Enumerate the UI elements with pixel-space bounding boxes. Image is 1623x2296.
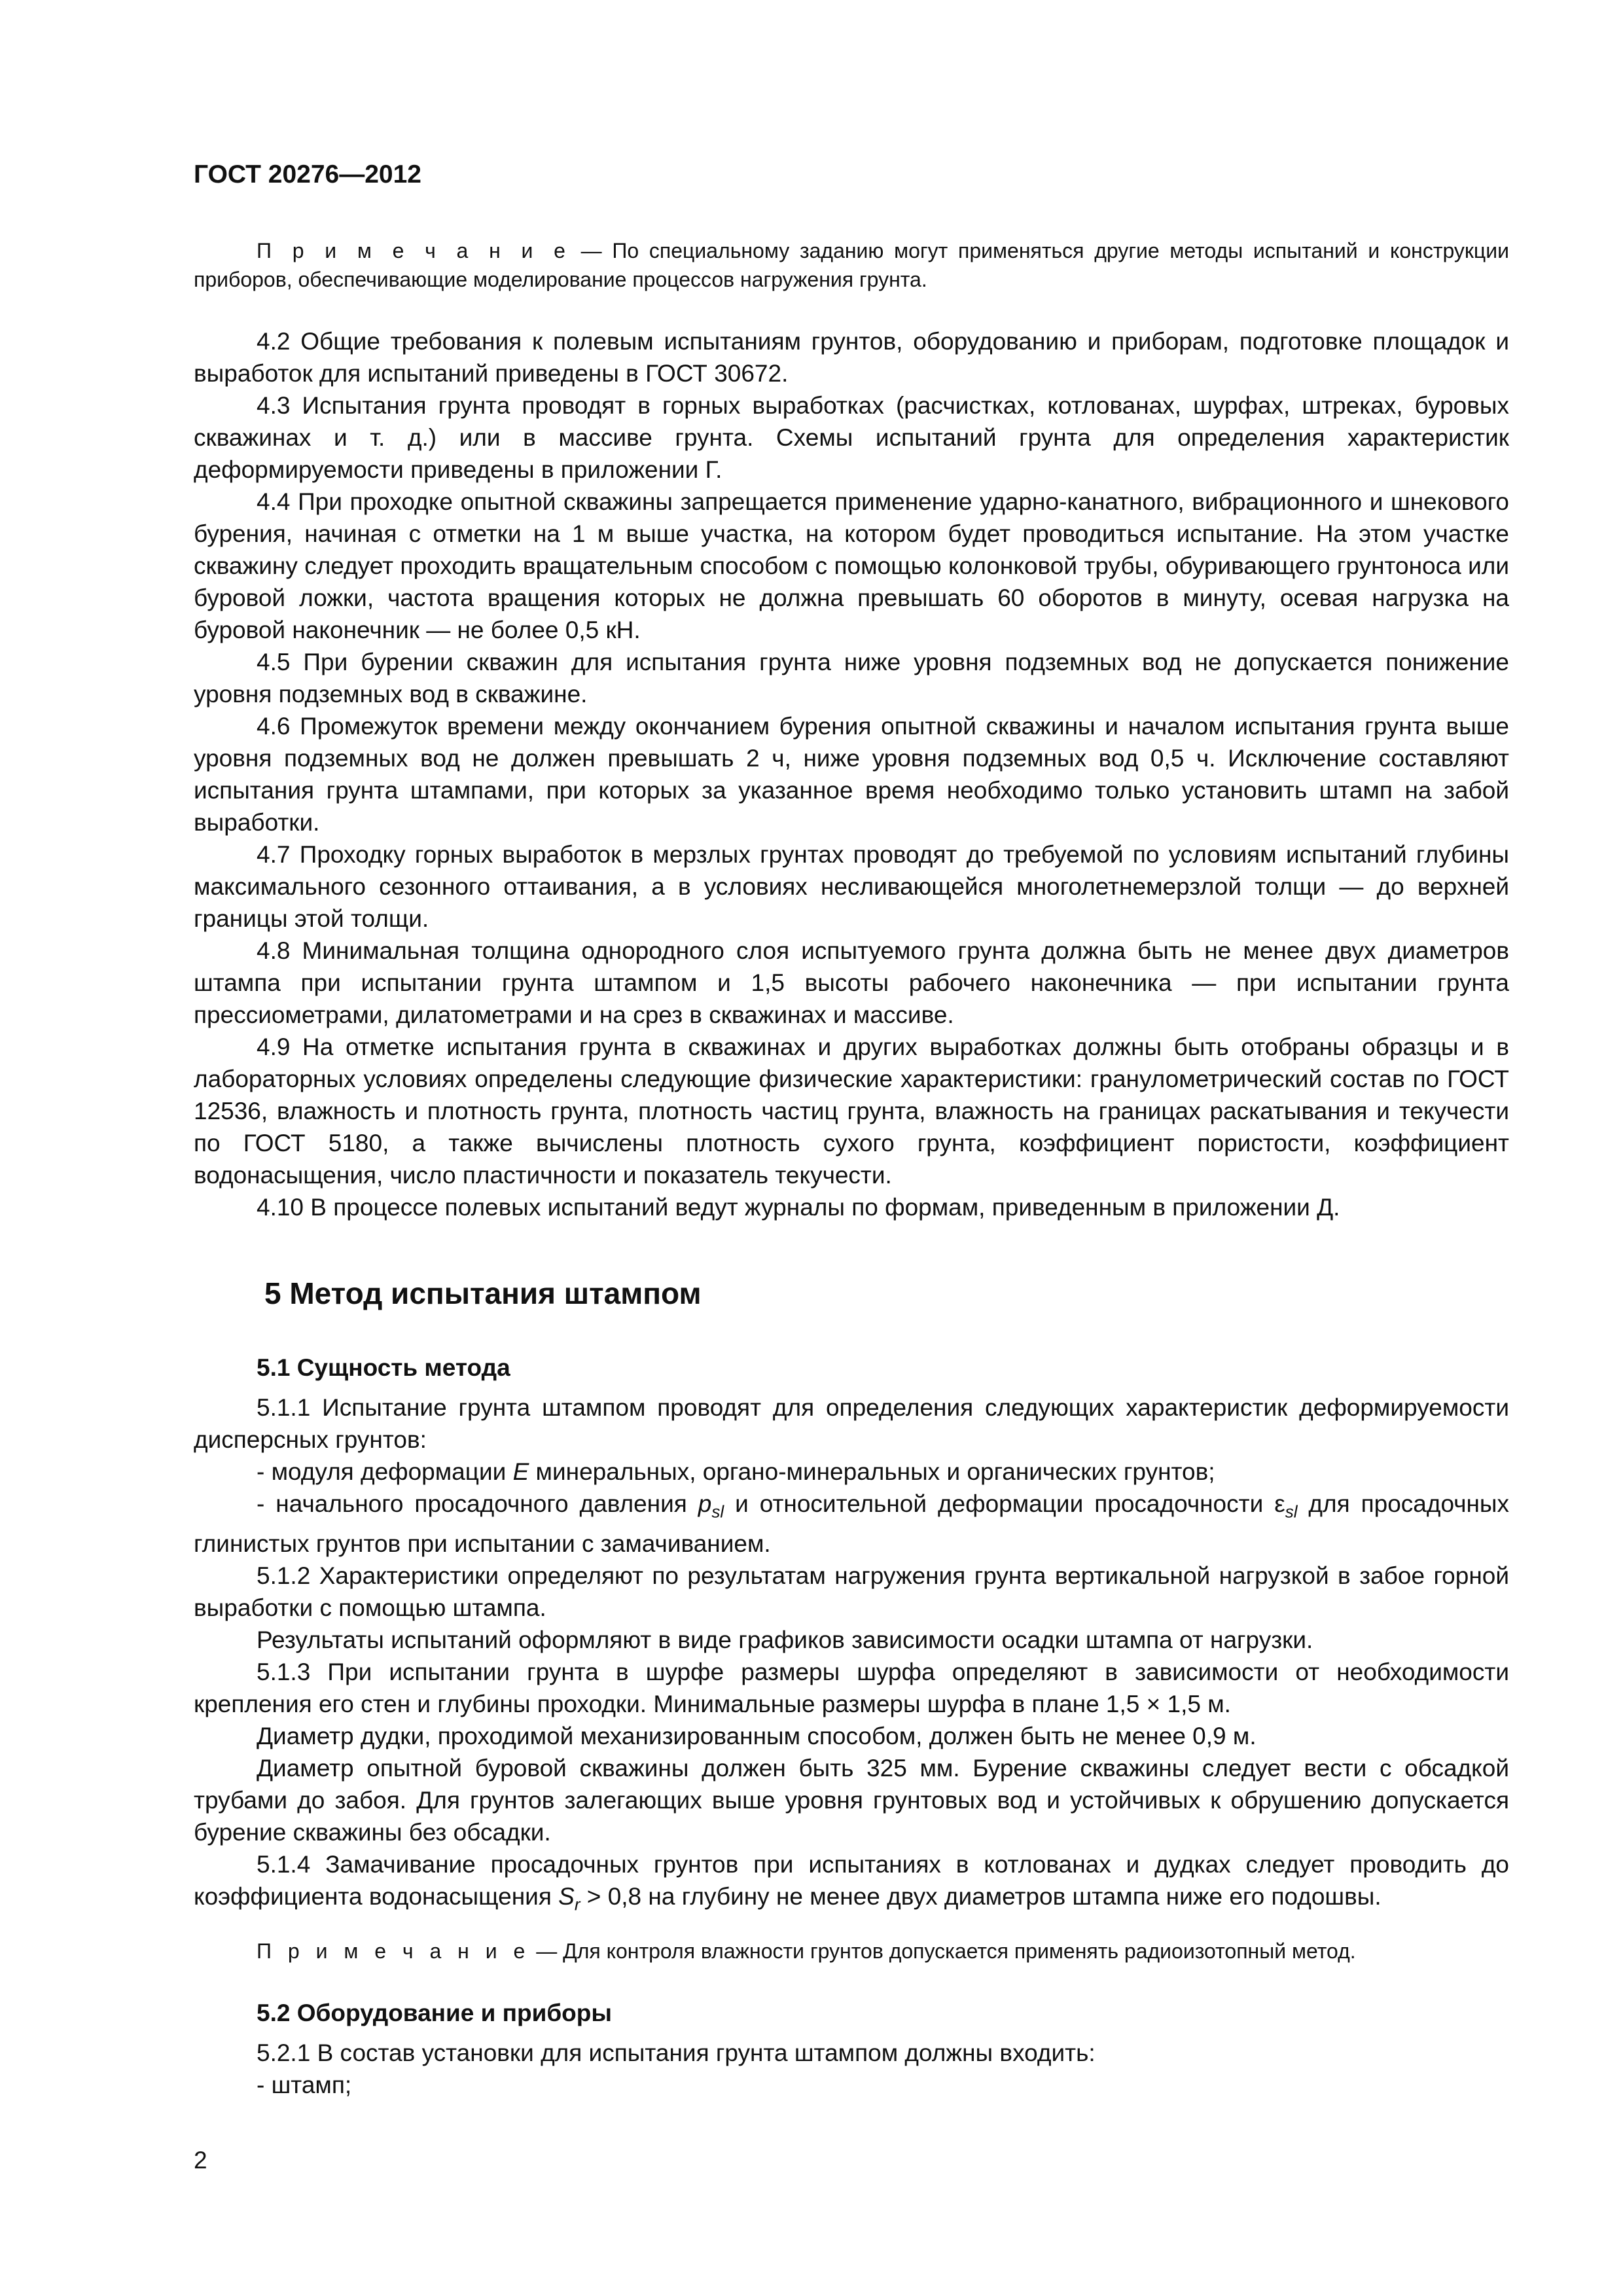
list-item-text: для просадочных глинистых грунтов при испытании с замачиванием.	[194, 1490, 1510, 1558]
paragraph-4-8: 4.8 Минимальная толщина однородного слоя испытуемого грунта должна быть не менее двух диаметров штампа при испытании грунта штампом и 1,5 высоты рабочего наконечника — при испытании грунта прессиометрами, дилатометрами и на срез в скважинах и массиве.	[194, 937, 1509, 1028]
paragraph-4-4: 4.4 При проходке опытной скважины запрещается применение ударно-канатного, вибрационного и шнекового бурения, начиная с отметки на 1 м выше участка, на котором будет проводиться испытание. На этом участке скважину следует проходить вращательным способом с помощью колонковой трубы, обуривающего грунтоноса или буровой ложки, частота вращения которых не должна превышать 60 оборотов в минуту, осевая нагрузка на буровой наконечник — не более 0,5 кН.	[194, 488, 1509, 643]
section-heading: 5 Метод испытания штампом	[264, 1276, 702, 1310]
paragraph-4-9: 4.9 На отметке испытания грунта в скважинах и других выработках должны быть отобраны образцы и в лабораторных условиях определены следующие физические характеристики: гранулометрический состав по ГОСТ 12536, влажность и плотность грунта, плотность частиц грунта, влажность на границах раскатывания и текучести по ГОСТ 5180, а также вычислены плотность сухого грунта, коэффициент пористости, коэффициент водонасыщения, число пластичности и показатель текучести.	[194, 1033, 1509, 1189]
note-text: — Для контроля влажности грунтов допускается применять радиоизотопный метод.	[530, 1939, 1356, 1963]
symbol-s: S	[558, 1883, 575, 1910]
paragraph-text: 5.1.4 Замачивание просадочных грунтов при испытаниях в котлованах и дудках следует проводить до коэффициента водонасыщения	[194, 1851, 1509, 1910]
paragraph-5-2-1: 5.2.1 В состав установки для испытания грунта штампом должны входить:	[257, 2039, 1096, 2066]
paragraph-5-1-3: 5.1.3 При испытании грунта в шурфе размеры шурфа определяют в зависимости от необходимости крепления его стен и глубины проходки. Минимальные размеры шурфа в плане 1,5 × 1,5 м.	[194, 1659, 1509, 1718]
paragraph-5-1-3-dudka: Диаметр дудки, проходимой механизированным способом, должен быть не менее 0,9 м.	[257, 1723, 1257, 1750]
document-page	[194, 160, 1509, 2101]
paragraph-5-1-4	[194, 1848, 1509, 1920]
paragraph-text: > 0,8 на глубину не менее двух диаметров штампа ниже его подошвы.	[580, 1883, 1382, 1910]
subsection-heading-5-1: 5.1 Сущность метода	[257, 1354, 510, 1381]
paragraph-4-7: 4.7 Проходку горных выработок в мерзлых грунтах проводят до требуемой по условиям испытаний глубины максимального сезонного оттаивания, а в условиях несливающейся многолетнемерзлой толщи — до верхней границы этой толщи.	[194, 841, 1509, 932]
list-item-text: - начального просадочного давления	[257, 1490, 698, 1517]
subscript-sl: sl	[711, 1501, 724, 1522]
note-label: П р и м е ч а н и е	[257, 1939, 531, 1963]
list-item-pressure	[194, 1488, 1509, 1560]
paragraph-5-1-2: 5.1.2 Характеристики определяют по результатам нагружения грунта вертикальной нагрузкой в забое горной выработки с помощью штампа.	[194, 1562, 1509, 1622]
symbol-p: p	[698, 1490, 712, 1517]
paragraph-5-1-3-borehole: Диаметр опытной буровой скважины должен быть 325 мм. Бурение скважины следует вести с обсадкой трубами до забоя. Для грунтов залегающих выше уровня грунтовых вод и устойчивых к обрушению допускается бурение скважины без обсадки.	[194, 1755, 1509, 1846]
page-number: 2	[194, 2147, 207, 2174]
note-paragraph	[194, 236, 1509, 294]
subscript-sl: sl	[1285, 1501, 1298, 1522]
paragraph-4-10: 4.10 В процессе полевых испытаний ведут журналы по формам, приведенным в приложении Д.	[257, 1194, 1340, 1221]
paragraph-4-5: 4.5 При бурении скважин для испытания грунта ниже уровня подземных вод не допускается понижение уровня подземных вод в скважине.	[194, 649, 1509, 708]
subsection-heading-5-2: 5.2 Оборудование и приборы	[257, 1999, 612, 2026]
note-text: — По специальному заданию могут применяться другие методы испытаний и конструкции приборов, обеспечивающие моделирование процессов нагружения грунта.	[194, 239, 1510, 291]
list-item-text: - модуля деформации	[257, 1458, 513, 1485]
paragraph-4-3: 4.3 Испытания грунта проводят в горных выработках (расчистках, котлованах, шурфах, штреках, буровых скважинах и т. д.) или в массиве грунта. Схемы испытаний грунта для определения характеристик деформируемости приведены в приложении Г.	[194, 392, 1509, 483]
note-paragraph-2	[194, 1937, 1509, 1965]
document-id: ГОСТ 20276—2012	[194, 160, 421, 188]
subscript-r: r	[574, 1894, 580, 1914]
list-item-text: минеральных, органо-минеральных и органических грунтов;	[529, 1458, 1215, 1485]
paragraph-4-2: 4.2 Общие требования к полевым испытаниям грунтов, оборудованию и приборам, подготовке площадок и выработок для испытаний приведены в ГОСТ 30672.	[194, 328, 1509, 387]
list-item-stamp: - штамп;	[257, 2071, 352, 2098]
symbol-e: E	[512, 1458, 529, 1485]
note-label: П р и м е ч а н и е	[257, 239, 571, 262]
paragraph-5-1-2-results: Результаты испытаний оформляют в виде графиков зависимости осадки штампа от нагрузки.	[257, 1626, 1313, 1654]
paragraph-4-6: 4.6 Промежуток времени между окончанием бурения опытной скважины и началом испытания грунта выше уровня подземных вод не должен превышать 2 ч, ниже уровня подземных вод 0,5 ч. Исключение составляют испытания грунта штампами, при которых за указанное время необходимо только установить штамп на забой выработки.	[194, 713, 1509, 836]
paragraph-5-1-1: 5.1.1 Испытание грунта штампом проводят для определения следующих характеристик деформируемости дисперсных грунтов:	[194, 1394, 1509, 1453]
list-item-text: и относительной деформации просадочности	[724, 1490, 1275, 1517]
symbol-epsilon: ε	[1274, 1490, 1285, 1517]
list-item-modulus	[194, 1456, 1509, 1488]
